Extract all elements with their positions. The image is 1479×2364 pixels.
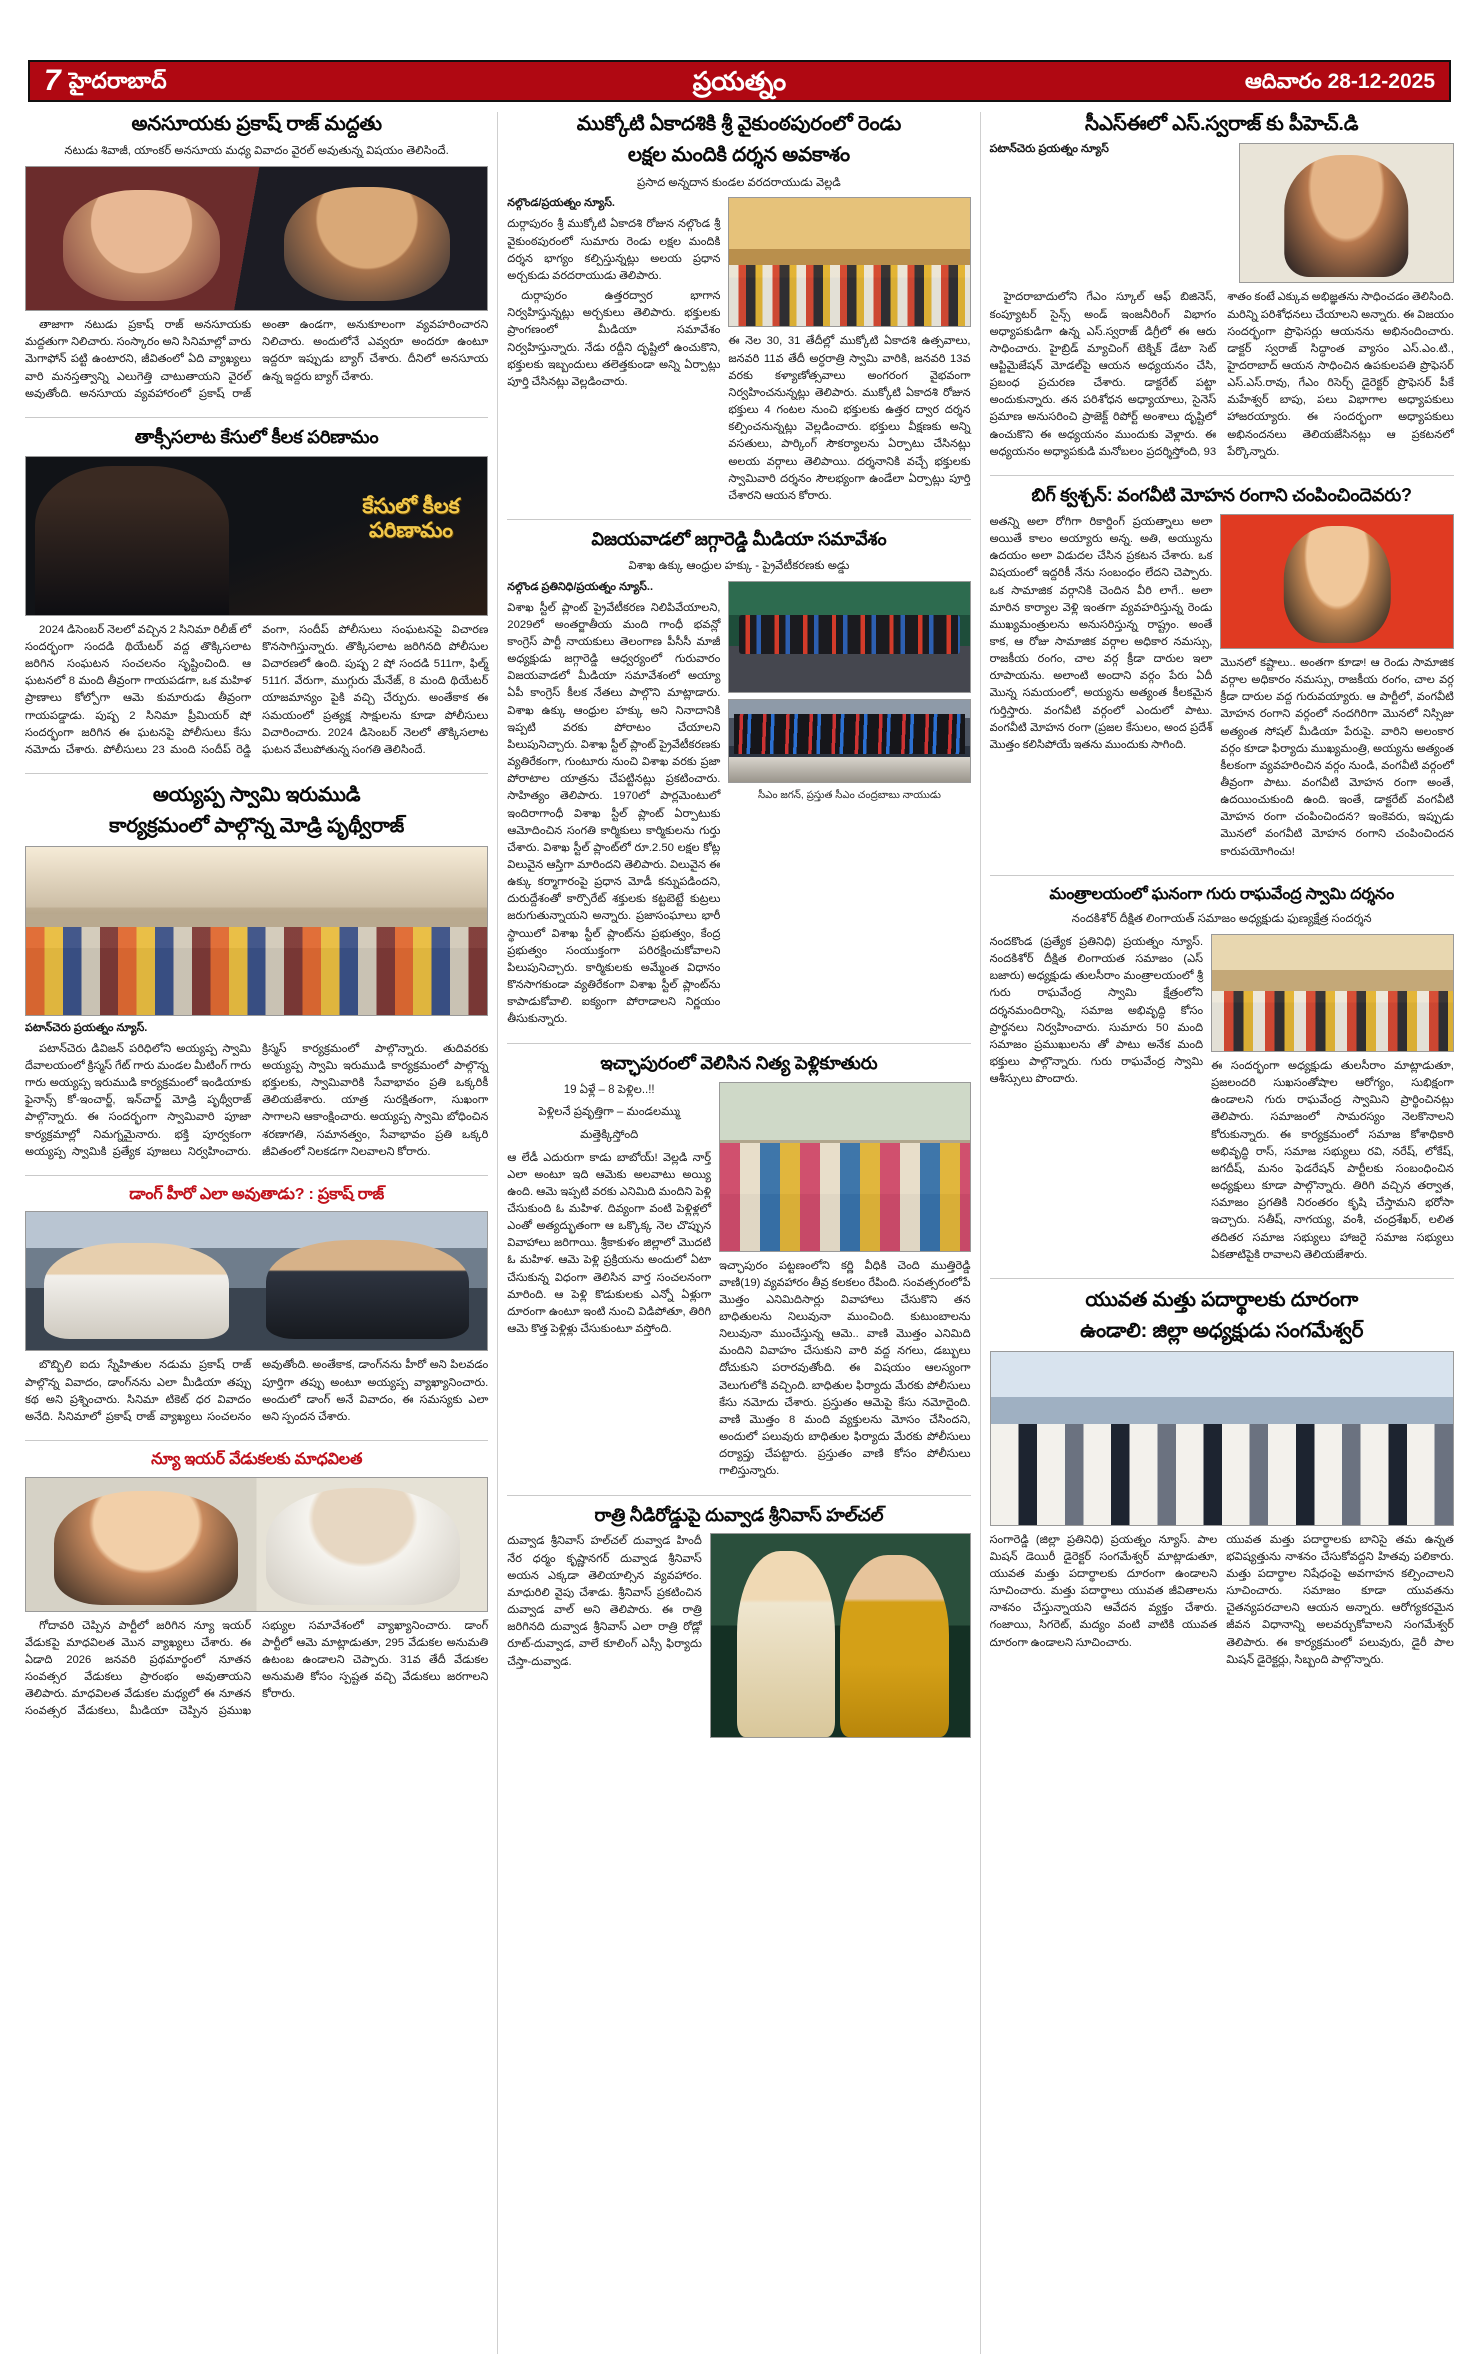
lead-layout: [507, 197, 970, 505]
article-body-right: యువత మత్తు పదార్థాలకు బానిసై తమ ఉన్నత భవిష్యత్తును నాశనం చేసుకోవద్దని హితవు పలికారు. మత్తు పదార్థాల నిషేధంపై అవగాహన కల్పించాలని సూచించారు. సమాజం కూడా యువతను చైతన్యపరచాలని ఆయన అన్నారు. ఆరోగ్యకరమైన జీవన విధానాన్ని అలవర్చుకోవాలని సంగమేశ్వర్ తెలిపారు. ఈ కార్యక్రమంలో పలువురు, డైరీ పాల మిషన్ డైరెక్టర్లు, సిబ్బంది పాల్గొన్నారు.: [1226, 1533, 1454, 1666]
headline: డాంగ్ హీరో ఎలా అవుతాడు? : ప్రకాష్ రాజ్: [129, 1185, 385, 1203]
byline: నల్గొండ ప్రతినిధి/ప్రయత్నం న్యూస్..: [507, 580, 654, 593]
article-body-left: నందకొండ (ప్రత్యేక ప్రతినిధి) ప్రయత్నం న్యూస్. నందకిశోర్ దీక్షిత లింగాయత సమాజం (ఎస్ బజారు) అధ్యక్షుడు తులసీరాం మంత్రాలయంలో శ్రీ గురు రాఘవేంద్ర స్వామి క్షేత్రంలోని దర్శనమందిరాన్ని, సమాజ అభివృద్ధి కోసం ప్రార్థనలు నిర్వహించారు. సుమారు 50 మంది సమాజం ప్రముఖులను తో పాటు అనేక మంది భక్తులు పాల్గొన్నారు. గురు రాఘవేంద్ర స్వామి ఆశీస్సులు పొందారు.: [989, 935, 1204, 1086]
lead-text-col: [507, 197, 720, 391]
article-duvvada-srinivas: [507, 1505, 970, 1745]
dateline: నల్గొండ/ప్రయత్నం న్యూస్.: [507, 197, 615, 210]
column-2: [498, 112, 980, 2354]
article-body-2: దుర్గాపురం ఉత్తరద్వార భాగాన నిర్వహిస్తున్నట్లు అర్చకులు తెలిపారు. భక్తులకు ప్రాంగణంలో మీడియా సమావేశం నిర్వహిస్తున్నారు. నేడు రద్దీని దృష్టిలో ఉంచుకొని, భక్తులకు ఇబ్బందులు తలెత్తకుండా అన్ని ఏర్పాట్లు పూర్తి చేసినట్లు వెల్లడించారు.: [507, 290, 721, 388]
headline: న్యూ ఇయర్ వేడుకలకు మాధవిలత: [151, 1451, 363, 1469]
article-body: తాజాగా నటుడు ప్రకాష్ రాజ్ అనసూయకు మద్దతుగా నిలిచారు. సంస్కారం అని సినిమాల్లో వారు మెగాఫోన్ పట్టి ఉంటారని, జీవితంలో ఏది వ్యాఖ్యలు వారి మనస్తత్వాన్ని ఎలుగెత్తి చాటుతాయని వైరల్ అవుతోంది. అనసూయ వ్యవహారంలో ప్రకాష్ రాజ్ అంతా ఉండగా, అనుకూలంగా వ్యవహరించారని నిలిచారు. అందులోనే ఎవ్వరూ అందరూ ఉంటూ ఇద్దరూ ఇప్పుడు బ్యాగ్ చేశారు. దీనిలో అనసూయ ఉన్న ఇద్దరు బ్యాగ్ చేశారు.: [25, 319, 489, 400]
vangaveeti-mohana-ranga-portrait: [1220, 514, 1453, 649]
headline: విజయవాడలో జగ్గారెడ్డి మీడియా సమావేశం: [591, 529, 887, 550]
text-col-left: [990, 514, 1213, 754]
article-takkisalata-case: [25, 427, 488, 759]
article-body-right: ఇచ్ఛాపురం పట్టణంలోని కర్ణి వీధికి చెంది ముత్తిరెడ్డి వాణి(19) వ్యవహారం తీవ్ర కలకలం రేపింది. సంవత్సరంలోపే మొత్తం ఎనిమిదిసార్లు వివాహాలు చేసుకొని తన బాధితులను నిలువునా ముంచింది. కుటుంబాలను నిలువునా ముంచేస్తున్న ఆమె.. వాణి మొత్తం ఎనిమిది మందిని వివాహం చేసుకుని వారి వద్ద నగలు, డబ్బులు దోచుకుని పరారవుతోంది. ఈ విషయం ఆలస్యంగా వెలుగులోకి వచ్చింది. బాధితుల ఫిర్యాదు మేరకు పోలీసులు కేసు నమోదు చేశారు. ప్రస్తుతం ఆమెపై కేసు నమోదైంది. వాణి మొత్తం 8 మంది వ్యక్తులను మోసం చేసిందని, అందులో పలువురు బాధితుల ఫిర్యాదు మేరకు పోలీసులు దర్యాప్తు చేపట్టారు. ప్రస్తుతం వాణి కోసం పోలీసులు గాలిస్తున్నారు.: [719, 1259, 971, 1478]
poster-text: కేసులో కీలక పరిణామం: [362, 494, 460, 542]
text-col: [507, 1533, 702, 1670]
article-body-left: సంగారెడ్డి (జిల్లా ప్రతినిధి) ప్రయత్నం న్యూస్. పాల మిషన్ డెయిరీ డైరెక్టర్ సంగమేశ్వర్ మాట్లాడుతూ, యువత మత్తు పదార్థాలకు దూరంగా ఉండాలని సూచించారు. మత్తు పదార్థాలు యువత జీవితాలను నాశనం చేస్తున్నాయని ఆవేదన వ్యక్తం చేశారు. గంజాయి, సిగరెట్, మద్యం వంటి వాటికి యువత దూరంగా ఉండాలని సూచించారు.: [989, 1533, 1218, 1649]
divider: [990, 875, 1454, 876]
headline-line-2: లక్షల మందికి దర్శన అవకాశం: [627, 144, 850, 167]
kicker-line-2: పెళ్లిలనే ప్రవృత్తిగా – మండలమ్ము: [538, 1106, 681, 1119]
divider: [990, 1278, 1454, 1279]
photo-col: [728, 581, 970, 808]
text-col-right: [1226, 1532, 1454, 1669]
ayyappa-swami-irumudi-group-photo: [25, 846, 488, 1016]
publication-date: ఆదివారం 28-12-2025: [1245, 69, 1435, 93]
madhavi-latha-new-year-photo: [25, 1477, 488, 1612]
article-body: దువ్వాడ శ్రీనివాస్ హల్‌చల్ దువ్వాడ హిందీ నేర ధర్మం కృష్ణానగర్ దువ్వాడ శ్రీనివాస్ అయన ఎక్కడా తెలియాల్సిన వ్యవహారం. మాధురిలి వైపు చేశాడు. శ్రీనివాస్ ప్రకటించిన దువ్వాడ వాల్ అని తెలిపారు. ఈ రాత్రి జరిగినది దువ్వాడ శ్రీనివాస్ ఎలా రాత్రి రోడ్లో రూట్-దువ్వాడ, వాలే కూలింగ్ ఎస్సీ ఫిర్యాదు చేస్తా-దువ్వాడ.: [507, 1535, 702, 1668]
body-layout: [507, 1533, 970, 1744]
divider: [25, 1440, 488, 1441]
article-body: పటాన్‌చెరు డివిజన్ పరిధిలోని అయ్యప్ప స్వామి దేవాలయంలో క్రిస్మస్ గేట్ గారు మండల మీటింగ్ గారు గారు అయ్యప్ప ఇరుముడి కార్యక్రమంలో ఇండియాకు ఫైనాన్స్ కో-ఇంచార్జ్, ఇన్‌చార్జ్ మోడ్రి పృథ్వీరాజ్ పాల్గొన్నారు. ఈ సందర్భంగా స్వామివారి పూజా కార్యక్రమాల్లో నిమగ్నమైనారు. భక్తి పూర్వకంగా అయ్యప్ప స్వామికి ప్రత్యేక పూజలు నిర్వహించారు. క్రిస్మస్ కార్యక్రమంలో పాల్గొన్నారు. తుదివరకు అయ్యప్ప స్వామి ఇరుముడి కార్యక్రమంలో పాల్గొన్న భక్తులకు, స్వామివారికి సేవాభావం ప్రతి ఒక్కరికీ తెలియజేశారు. యాత్ర సురక్షితంగా, సుఖంగా సాగాలని ఆకాంక్షించారు. అయ్యప్ప స్వామి బోధించిన శరణాగతి, సమానత్వం, సేవాభావం ప్రతి ఒక్కరి జీవితంలో నిలకడగా నిలవాలని కోరారు.: [25, 1042, 489, 1158]
article-body: హైదరాబాదులోని గేఎం స్కూల్ ఆఫ్ బిజినెస్, కంప్యూటర్ సైన్స్ అండ్ ఇంజనీరింగ్ విభాగం అధ్యాపకుడిగా ఉన్న ఎస్.స్వరాజ్ డిగ్రీలో ఈ ఆరు సాధించారు. హైబ్రిడ్ మ్యాచింగ్ టెక్నిక్ డేటా సెట్ ఆప్టిమైజేషన్ మోడల్‌పై ఆయన అధ్యయనం చేసి, ప్రబంధ ప్రచురణ చేశారు. డాక్టరేట్ పట్టా అందుకున్నారు. తన పరిశోధన అధ్యాయాలు, సైనెస్ ప్రమాణ అనుసరించి ప్రాజెక్ట్ రిపోర్ట్ అంశాలు దృష్టిలో ఉంచుకొని ఈ అధ్యయనం ముందుకు వెళ్లారు. ఈ అధ్యయనం అధ్యాపకుడి మనోబలం ప్రదర్శిస్తోంది, 93 శాతం కంటే ఎక్కువ అభిజ్ఞతను సాధించడం తెలిసింది. మరిన్ని పరిశోధనలు చేయాలని అన్నారు. ఈ విజయం సందర్భంగా ప్రొఫెసర్లు ఆయనను అభినందించారు. డాక్టర్ స్వరాజ్ సిద్ధాంత వ్యాసం ఎస్.ఎం.టి., హైదరాబాద్ ఆయన సాధించిన ఉపకులపతి ప్రొఫెసర్ ఎస్.ఎస్.రావు, గేఎం రిసెర్చ్ డైరెక్టర్ ప్రొఫెసర్ పీకే మహేశ్వర్ బాపు, పలు విభాగాల అధ్యాపకులు హాజరయ్యారు. ఈ సందర్భంగా అధ్యాపకులు అభినందనలు తెలియజేసినట్లు ఆ ప్రకటనలో పేర్కొన్నారు.: [989, 291, 1454, 458]
ichapuram-women-walking-photo: [719, 1082, 970, 1252]
article-dong-hero: [25, 1185, 488, 1426]
article-body-1: దుర్గాపురం శ్రీ ముక్కోటి ఏకాదశి రోజున నల్గొండ శ్రీ వైకుంఠపురంలో సుమారు రెండు లక్షల మందికి దర్శన భాగ్యం కల్పిస్తున్నట్లు అలయ ప్రధాన అర్చకుడు వరదరాయుడు తెలిపారు.: [507, 218, 721, 282]
s-swaraj-portrait-photo: [1239, 143, 1454, 283]
divider: [507, 1043, 970, 1044]
headline-line-1: యువత మత్తు పదార్థాలకు దూరంగా: [1085, 1288, 1359, 1311]
text-col-left: [507, 1082, 711, 1339]
photo-col: [1239, 143, 1454, 289]
article-yuvatha-drugs-awareness: [990, 1288, 1454, 1669]
column-1: [16, 112, 498, 2354]
divider: [507, 1495, 970, 1496]
vaikuntapuram-temple-photo: [728, 197, 970, 327]
press-mics-photo: [728, 699, 970, 783]
article-mantralayam-darshan: [990, 885, 1454, 1264]
body-layout: [990, 514, 1454, 861]
article-body-3: ఈ నెల 30, 31 తేదీల్లో ముక్కోటి ఏకాదశి ఉత్సవాలు, జనవరి 11వ తేదీ అర్ధరాత్రి స్వామి వారికి, జనవరి 13వ వరకు కళ్యాణోత్సవాలు అంగరంగ వైభవంగా నిర్వహించనున్నట్లు తెలిపారు. ముక్కోటి ఏకాదశి రోజున భక్తులు 4 గంటల నుంచి భక్తులకు ఉత్తర ద్వార దర్శన కల్పించనున్నట్లు వెల్లడించారు. భక్తులు వీక్షణకు అన్ని వసతులు, పార్కింగ్ సౌకర్యాలను ఏర్పాటు చేసినట్లు అలయ వర్గాలు తెలిపాయి. దర్శనానికి వచ్చే భక్తులకు స్వామివారి దర్శనం సౌలభ్యంగా ఉండేలా ఏర్పాట్లు పూర్తి చేశారని ఆయన కోరారు.: [728, 335, 971, 502]
kicker: విశాఖ ఉక్కు ఆంధ్రుల హక్కు - ప్రైవేటీకరణకు అడ్డు: [628, 559, 850, 572]
article-mukkoti-ekadasi: [507, 112, 970, 505]
divider: [990, 475, 1454, 476]
kicker: ప్రసాద అన్నదాన కుండల వరదరాయుడు వెల్లడి: [637, 176, 841, 189]
kicker-line-3: మత్తెక్కిస్తోంది: [580, 1128, 639, 1141]
headline-line-1: ముక్కోటి ఏకాదశికి శ్రీ వైకుంఠపురంలో రెండు: [576, 113, 902, 135]
divider: [25, 1175, 488, 1176]
masthead-left: [44, 66, 167, 96]
headline-line-2: కార్యక్రమంలో పాల్గొన్న మోడ్రి పృథ్వీరాజ్: [109, 815, 405, 838]
body-layout: [507, 581, 970, 1029]
article-cse-phd-swaraj: [990, 112, 1454, 461]
byline: పటాన్‌చెరు ప్రయత్నం న్యూస్: [989, 143, 1109, 156]
lead-photo-col: [728, 197, 970, 505]
text-col: [990, 143, 1231, 162]
body-layout: [990, 934, 1454, 1264]
article-jaggareddy-media-meet: [507, 529, 970, 1029]
headline: ఇచ్ఛాపురంలో వెలిసిన నిత్య పెళ్లికూతురు: [600, 1052, 878, 1073]
headline: తాక్సీసలాట కేసులో కీలక పరిణామం: [134, 426, 379, 447]
body-layout: [990, 143, 1454, 289]
text-col: [507, 581, 720, 1029]
article-new-year-madhavilatha: [25, 1450, 488, 1720]
masthead: [28, 60, 1451, 102]
anasuya-prakash-raj-photo: [25, 166, 488, 311]
headline: మంత్రాలయంలో ఘనంగా గురు రాఘవేంద్ర స్వామి దర్శనం: [1049, 885, 1395, 903]
article-body-left: అతన్ని అలా రోగిగా రికార్డింగ్ ప్రయత్నాలు అలా అయితే కాలం అయ్యారు అన్న. అతి, అయ్యును ఉదయం అలా విడుదల చేసిన ప్రకటన చేశారు. ఒక విషయంలో ఇద్దరికీ నేను సంబంధం లేదని చెప్పారు. ఒక సామాజిక వర్గానికి చెందిన వీరి లాగే.. అలా మారిన కార్యాల వెళ్లి ఇంతగా వ్యవహరిస్తున్న రెండు ముఖ్యమంత్రులను అనుసరిస్తున్న రాష్ట్రం. అంతే కాక, ఆ రోజు సామాజిక వర్గాల అధికార నమస్సు, రాజకీయ రంగం, చాల వర్గ క్రీడా దారుల ఇలా రూపాయను. అలాంటి అందాని వర్గం పేరు ఏదీ మొన్న సమయంలో, అయ్యను అత్యంత కీలకమైన గుర్తిస్తారు. వంగవీటి వర్గంలో ఎందులో పాటు. వంగవీటి మోహన రంగా (ప్రజల కేసులం, అంద ప్రదేశ్ మొత్తం కలిసిపోయే ఇతను ముందుకు సాగింది.: [989, 515, 1213, 751]
article-anasuya-prakash-raj: [25, 112, 488, 403]
edition-city: హైదరాబాద్: [68, 68, 167, 93]
article-body: 2024 డిసెంబర్ నెలలో వచ్చిన 2 సినిమా రిలీజ్ లో సందర్భంగా సందడి థియేటర్ వద్ద తొక్కిసలాట జరిగిన సంఘటన సంచలనం సృష్టించింది. ఆ ఘటనలో 8 మంది తీవ్రంగా గాయపడగా, ఒక మహిళ ప్రాణాలు కోల్పోగా ఆమె కుమారుడు తీవ్రంగా గాయపడ్డాడు. పుష్ప 2 సినిమా ప్రీమియర్ షో సందర్భంగా జరిగిన ఈ ఘటనపై పోలీసులు కేసు నమోదు చేశారు. పోలీసులు 23 మంది సందీప్ రెడ్డి వంగా, సందీప్ పోలీసులు సంఘటనపై విచారణ కొనసాగిస్తున్నారు. తొక్కిసలాట జరిగినది పోలీసుల విచారణలో ఉంది. పుష్ప 2 షో సందడి 511గా, ఫిల్మ్ 511గ. వేరుగా, ముగ్గురు మేనేజ్, 8 మంది థియేటర్ యాజమాన్యం పైకి వచ్చి చేర్పురు. అంతేకాక ఈ సమయంలో ప్రత్యక్ష సాక్షులను కూడా పోలీసులు విచారించారు. 2024 డిసెంబర్ నెలలో తొక్కిసలాట ఘటన వేలుపోతున్న సంగతి తెలిసిందే.: [25, 623, 489, 756]
page-number: 7: [44, 64, 60, 97]
text-col-left: [990, 934, 1204, 1088]
article-body-right: మొనలో కష్టాలు.. అంతగా కూడా! ఆ రెండు సామాజిక వర్గాల అధికారం నమస్సు, రాజకీయ రంగం, చాల వర్గ క్రీడా దారుల వద్ద గురువయ్యారు. ఆ పార్టీలో, వంగవీటి మోహన రంగాని వర్గంలో నందగిరిగా మొనలో నిస్సిజు అత్యంత సోషల్ మీడియా పేరుపై. వారిని అలంకార వర్గం కూడా ఫిర్యాదు ముఖ్యమంత్రి, అయ్యను అత్యంత కీలకంగా వ్యవహరించిన వర్గం నుండి, వంగవీటి వర్గంలో తీవ్రంగా పాటు. వంగవీటి మోహన రంగా అంతే, ఉదయించుకుంది ఉంది. ఇంతే, డాక్టరేట్ వంగవీటి మోహన రంగా చంపించిందన? ఇంకెవరు, ఇప్పుడు మొనలో వంగవీటి మోహన రంగాని చంపించిందన కారుపయోగించు!: [1220, 656, 1454, 858]
photo-caption: సీఎం జగన్, ప్రస్తుత సీఎం చంద్రబాబు నాయుడు: [758, 789, 941, 801]
article-body-left: ఆ లేడీ ఎదురుగా కాడు బాబోయ్! వెల్లడి నార్త్ ఎలా అంటూ ఇది ఆమెకు అలవాటు అయ్యి ఉంది. ఆమె ఇప్పటి వరకు ఎనిమిది మందిని పెళ్లి చేసుకుంది ఓ మహిళ. దివ్యంగా వంటి పెళ్లిళ్లలో ఎంతో అత్యద్భుతంగా ఆ ఒక్కొక్క నెల చొప్పున వివాహాలు జరిగాయి. శ్రీకాకుళం జిల్లాలో మొదటి ఓ మహిళ. ఆమె పెళ్లి ప్రక్రియను అందులో ఏటా చేసుకున్న విధంగా తెలిసిన వార్త సంచలనంగా మారింది. ఆ పెళ్లి కొడుకులకు ఎన్నో ఏళ్లుగా దూరంగా ఉంటూ ఇంటి నుంచి విడిపోతూ, తిరిగి ఆమె కొత్త పెళ్లిళ్లు చేసుకుంటూ వస్తోంది.: [507, 1151, 712, 1336]
article-body-right: ఈ సందర్భంగా అధ్యక్షుడు తులసీరాం మాట్లాడుతూ, ప్రజలందరి సుఖసంతోషాల ఆరోగ్యం, సుభిక్షంగా ఉండాలని గురు రాఘవేంద్ర స్వామిని ప్రార్థించినట్లు తెలిపారు. సమాజంలో సామరస్యం నెలకొనాలని కోరుకున్నారు. ఈ కార్యక్రమంలో సమాజ కోశాధికారి అభివృద్ధి రాస్, సమాజ సభ్యులు రవి, నరేష్, లోకేష్, జగదీష్, మనం ఫెడరేషన్ పార్టీలకు సంబంధించిన అధ్యక్షులు కూడా పాల్గొన్నారు. తిరిగి వచ్చిన తర్వాత, సమాజం ప్రగతికి నిరంతరం కృషి చేస్తామని భరోసా ఇచ్చారు. సతీష్, నాగయ్య, వంశీ, చంద్రశేఖర్, లలిత తదితర సమాజ సభ్యులు హాజరై సమాజ సభ్యులు ఏకతాటిపైకి రావాలని తెలియజేశారు.: [1211, 1059, 1454, 1261]
article-ichapuram-bride: [507, 1053, 970, 1481]
article-body: బొబ్బిలి ఐదు స్నేహితుల నడుమ ప్రకాష్ రాజ్ పాల్గొన్న వివాదం, డాంగ్‌నను ఎలా మీడియా తప్పు కథ అని ప్రశ్నించారు. సినిమా టికెట్ ధర వివాదం అనేది. సినిమాలో ప్రకాష్ రాజ్ వ్యాఖ్యలు సంచలనం అవుతోంది. అంతేకాక, డాంగ్‌నను హీరో అని పిలవడం పూర్తిగా తప్పు అంటూ అయ్యప్ప వ్యాఖ్యానించారు. అందులో డాంగ్ అనే వివాదం, ఈ సమస్యకు ఎలా అని స్పందన చేశారు.: [25, 1359, 489, 1423]
text-col-left: [990, 1532, 1218, 1652]
headline: సీఎస్ఈలో ఎస్.స్వరాజ్ కు పీహెచ్.డి: [1085, 113, 1359, 135]
body-layout: [990, 1532, 1454, 1669]
article-body: గోదావరి చెప్పిన పార్టీలో జరిగిన న్యూ ఇయర్ వేడుకపై మాధవిలత మొన వ్యాఖ్యలు చేశారు. ఈ ఏడాది 2026 జనవరి ప్రథమార్థంలో నూతన సంవత్సర వేడుకలు ప్రారంభం అవుతాయని తెలిపారు. మాధవిలత వేడుకల మధ్యలో ఈ నూతన సంవత్సర వేడుకలు, మీడియా చెప్పిన ప్రముఖ సభ్యుల సమావేశంలో వ్యాఖ్యానించారు. డాంగ్ పార్టీలో ఆమె మాట్లాడుతూ, 295 వేడుకల అనుమతి ఉటంబ ఉండాలని చెప్పారు. 31వ తేదీ వేడుకల అనుమతి కోసం స్పష్టత వచ్చి వేడుకలు జరగాలని కోరారు.: [25, 1619, 489, 1718]
byline: పటాన్‌చెరు ప్రయత్నం న్యూస్.: [25, 1021, 148, 1034]
duvvada-srinivas-couple-photo: [710, 1533, 971, 1738]
headline: రాత్రి నీడిరోడ్డుపై దువ్వాడ శ్రీనివాస్ హల్‌చల్: [594, 1504, 884, 1525]
photo-col-right: [719, 1082, 970, 1481]
article-ayyappa-irumudi: [25, 783, 488, 1161]
divider: [25, 417, 488, 418]
body-layout: [507, 1082, 970, 1481]
prakash-raj-press-meet-photo: [25, 1211, 488, 1351]
divider: [507, 519, 970, 520]
headline-line-1: అయ్యప్ప స్వామి ఇరుముడి: [152, 784, 361, 807]
yuvatha-awareness-award-photo: [990, 1351, 1454, 1526]
right-col: [1220, 514, 1453, 861]
headline: అనసూయకు ప్రకాష్ రాజ్ మద్దతు: [131, 113, 382, 135]
column-3: [981, 112, 1463, 2354]
kicker-line-1: 19 ఏళ్లే – 8 పెళ్లిల..!!: [563, 1083, 655, 1096]
headline-line-2: ఉండాలి: జిల్లా అధ్యక్షుడు సంగమేశ్వర్: [1080, 1320, 1364, 1343]
article-body: విశాఖ స్టీల్ ప్లాంట్ ప్రైవేటీకరణ నిలిపివేయాలని, 2029లో అంతర్జాతీయ మంది గాంధీ భవన్లో కాంగ్రెస్ పార్టీ నాయకులు తెలంగాణ పీసీసీ మాజీ అధ్యక్షుడు జగ్గారెడ్డి ఆధ్వర్యంలో గురువారం విజయవాడలో మీడియా సమావేశంలో అయ్యా ఏపీ కాంగ్రెస్ కీలక నేతలు పాల్గొని మాట్లాడారు. విశాఖ ఉక్కు ఆంధ్రుల హక్కు అని నినాదానికి ఇప్పటి వరకు పోరాటం చేయాలని పిలుపునిచ్చారు. విశాఖ స్టీల్ ప్లాంట్ ప్రైవేటీకరణకు వ్యతిరేకంగా, గుంటూరు నుంచి విశాఖ వరకు ప్రజా పోరాటాల యాత్రను చేపట్టినట్లు ప్రకటించారు. సాహిత్యం తెలిపారు. 1970లో పార్లమెంటులో ఇందిరాగాంధీ విశాఖ స్టీల్ ప్లాంట్ ఏర్పాటుకు ఆమోదించిన సంగతి కార్మికులు కార్మికులను గుర్తు చేశారు. విశాఖ స్టీల్ ప్లాంట్‌లో రూ.2.50 లక్షల కోట్ల విలువైన ఆస్తిగా మారిందని తెలిపారు. విలువైన ఈ ఉక్కు కర్మాగారంపై ప్రధాన మోడీ కన్నుపడిందని, దురుద్దేశంతో కార్పొరేట్ శక్తులకు కట్టబెట్టే కుట్రలు జరుగుతున్నాయని అన్నారు. ప్రజాసంఘాలు భారీ స్థాయిలో విశాఖ స్టీల్ ప్లాంట్‌ను ప్రభుత్వం, కేంద్ర ప్రభుత్వం సంయుక్తంగా పరిరక్షించుకోవాలని పిలుపునిచ్చారు. కార్మికులకు అమ్మేంత విధానం కొనసాగకుండా వ్యతిరేకంగా విశాఖ స్టీల్ ప్లాంట్‌ను కాపాడుకోవాలి. ఐక్యంగా పోరాడాలని నిర్ణయం తీసుకున్నారు.: [507, 601, 721, 1026]
kesulo-keelaka-parinamam-poster: [25, 456, 488, 616]
columns-container: [16, 112, 1463, 2354]
divider: [25, 773, 488, 774]
kicker: నటుడు శివాజీ, యాంకర్ అనసూయ మధ్య వివాదం వైరల్ అవుతున్న విషయం తెలిసిందే.: [64, 145, 449, 158]
mantralayam-guru-raghavendra-photo: [1211, 934, 1454, 1052]
newspaper-title: ప్రయత్నం: [692, 66, 787, 96]
kicker: నందకిశోర్ దీక్షిత లింగాయత్ సమాజం అధ్యక్షుడు ఫుణ్యక్షేత్ర సందర్శన: [1071, 913, 1372, 926]
article-vangaveeti-big-question: [990, 485, 1454, 861]
right-col: [1211, 934, 1454, 1264]
jaggareddy-media-meet-photo: [728, 581, 970, 693]
headline: బిగ్ క్వశ్చన్: వంగవీటి మోహన రంగాని చంపించిందెవరు?: [1031, 484, 1412, 505]
photo-col: [710, 1533, 971, 1744]
